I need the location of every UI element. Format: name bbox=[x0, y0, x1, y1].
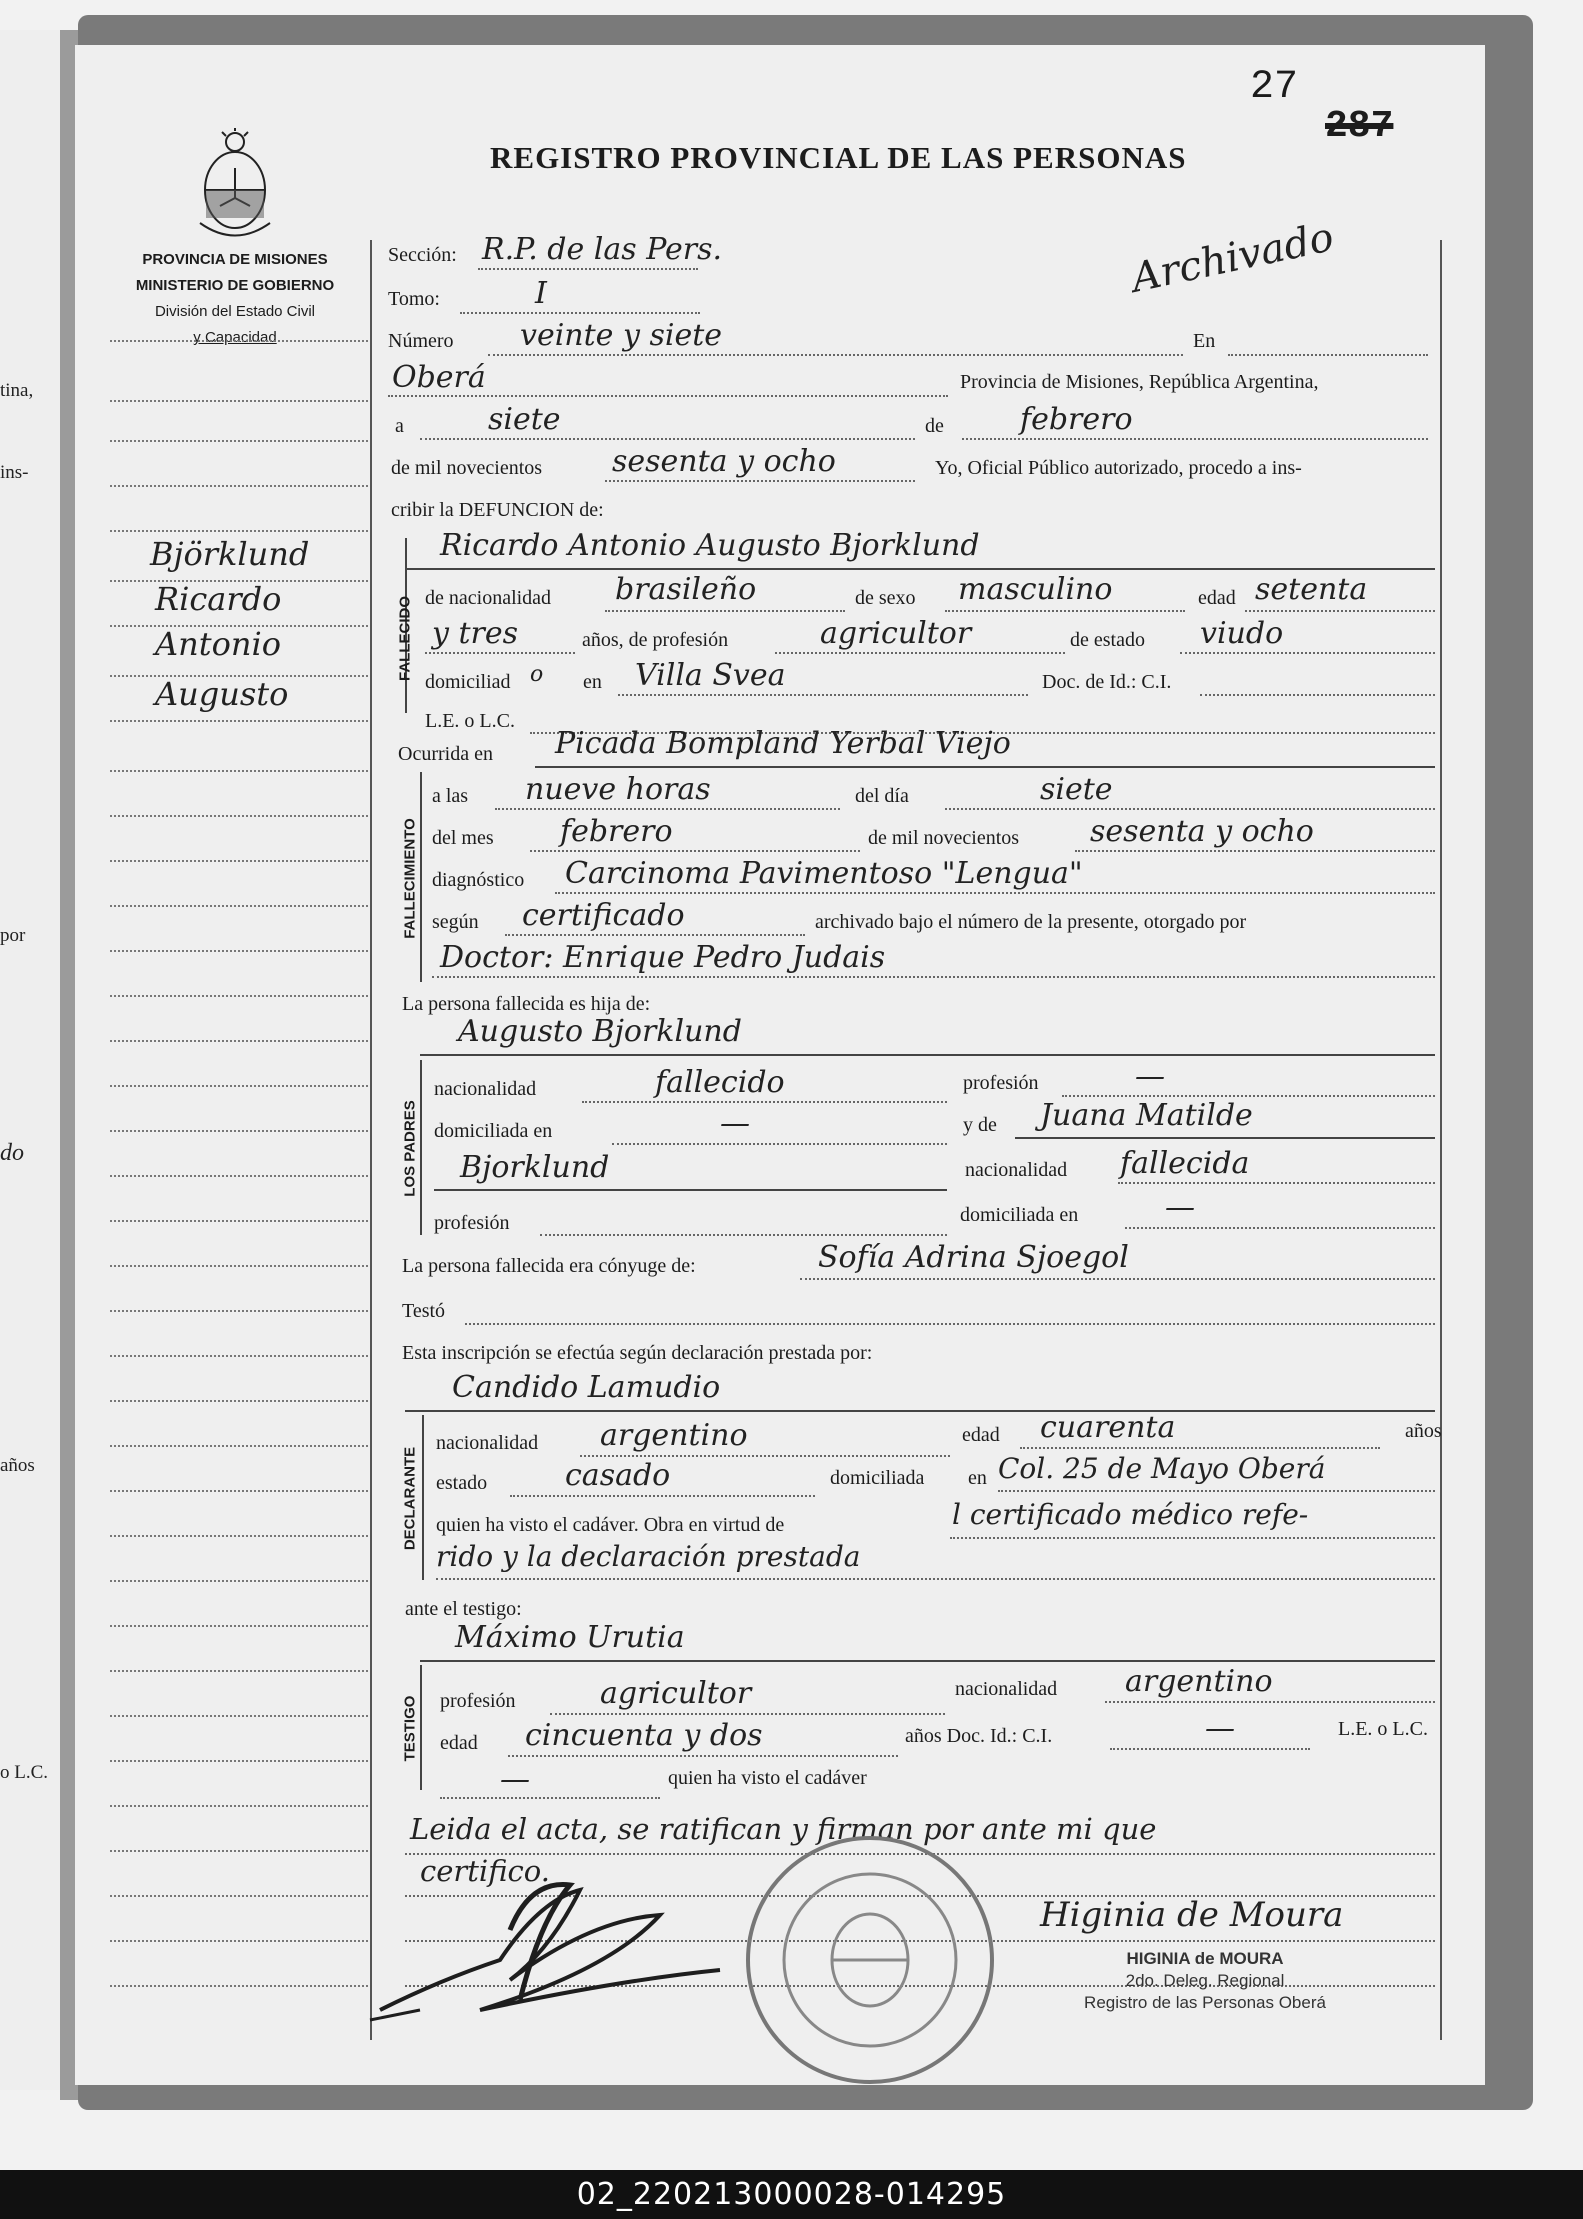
lugar-value: Oberá bbox=[392, 360, 486, 395]
coat-of-arms-emblem bbox=[190, 128, 280, 248]
segun-value: certificado bbox=[522, 898, 685, 933]
margin-column-rule bbox=[370, 240, 372, 2040]
fallecido-edad-label: edad bbox=[1198, 587, 1236, 609]
fallecimiento-anio: sesenta y ocho bbox=[1090, 814, 1314, 849]
ministry-name: MINISTERIO DE GOBIERNO bbox=[135, 277, 335, 294]
declarante-anios-label: años bbox=[1405, 1420, 1442, 1442]
tomo-label: Tomo: bbox=[388, 288, 440, 310]
fallecido-name: Ricardo Antonio Augusto Bjorklund bbox=[440, 528, 980, 563]
diagnostico-label: diagnóstico bbox=[432, 869, 525, 891]
fallecido-section-label: FALLECIDO bbox=[396, 596, 414, 681]
madre-domicilio-label: domiciliada en bbox=[960, 1204, 1079, 1226]
conyuge-nombre: Sofía Adrina Sjoegol bbox=[818, 1240, 1129, 1275]
fallecido-le-lc-label: L.E. o L.C. bbox=[425, 710, 515, 732]
fallecido-domiciliado-suffix: o bbox=[530, 662, 544, 687]
margin-given-name: Ricardo bbox=[155, 580, 282, 618]
page-title: REGISTRO PROVINCIAL DE LAS PERSONAS bbox=[490, 140, 1187, 175]
facing-page-text: o L.C. bbox=[0, 1762, 49, 1783]
fallecido-nacionalidad-label: de nacionalidad bbox=[425, 587, 552, 609]
margin-given-name: Augusto bbox=[155, 675, 289, 713]
fallecimiento-lugar: Picada Bompland Yerbal Viejo bbox=[555, 726, 1011, 761]
madre-y-de-label: y de bbox=[963, 1114, 997, 1136]
anio-label: de mil novecientos bbox=[391, 457, 543, 479]
fallecido-doc-label: Doc. de Id.: C.I. bbox=[1042, 671, 1172, 693]
testigo-profesion: agricultor bbox=[600, 1676, 752, 1711]
testigo-nacionalidad-label: nacionalidad bbox=[955, 1678, 1058, 1700]
fallecido-estado: viudo bbox=[1200, 616, 1284, 651]
madre-nacionalidad: fallecida bbox=[1120, 1146, 1250, 1181]
declarante-edad-label: edad bbox=[962, 1424, 1000, 1446]
oficial-text: Yo, Oficial Público autorizado, procedo a ins- bbox=[935, 457, 1302, 479]
testigo-doc-label: años Doc. Id.: C.I. bbox=[905, 1725, 1053, 1747]
facing-page-text: por bbox=[0, 925, 26, 946]
padre-nacionalidad-label: nacionalidad bbox=[434, 1078, 537, 1100]
declarante-intro: Esta inscripción se efectúa según declaración prestada por: bbox=[402, 1342, 873, 1364]
division-name-2: y Capacidad bbox=[193, 329, 277, 346]
fallecimiento-mes: febrero bbox=[560, 814, 673, 849]
cierre-line-1: Leida el acta, se ratifican y firman por ante mi que bbox=[410, 1812, 1157, 1846]
declarante-nacionalidad: argentino bbox=[600, 1418, 748, 1453]
testo-label: Testó bbox=[402, 1300, 446, 1322]
oficial-signature: Higinia de Moura bbox=[1040, 1895, 1344, 1935]
conyuge-label: La persona fallecida era cónyuge de: bbox=[402, 1255, 696, 1277]
margin-surname: Björklund bbox=[150, 535, 310, 573]
del-dia-label: del día bbox=[855, 785, 909, 807]
declarante-signature bbox=[360, 1860, 780, 2045]
declarante-obra: l certificado médico refe- bbox=[952, 1498, 1309, 1531]
seccion-label: Sección: bbox=[388, 244, 457, 266]
dia-value: siete bbox=[488, 402, 561, 437]
madre-domicilio: — bbox=[1165, 1190, 1195, 1225]
declarante-nacionalidad-label: nacionalidad bbox=[436, 1432, 539, 1454]
archivado-text: archivado bajo el número de la presente, otorgado por bbox=[815, 911, 1247, 933]
numero-label: Número bbox=[388, 330, 454, 352]
declarante-domicilio: Col. 25 de Mayo Oberá bbox=[998, 1452, 1326, 1485]
tomo-value: I bbox=[535, 276, 547, 311]
facing-page-text: do bbox=[0, 1140, 24, 1166]
seccion-value: R.P. de las Pers. bbox=[482, 232, 723, 267]
testigo-profesion-label: profesión bbox=[440, 1690, 516, 1712]
fallecimiento-dia: siete bbox=[1040, 772, 1113, 807]
fallecido-sexo-label: de sexo bbox=[855, 587, 916, 609]
a-label: a bbox=[395, 415, 404, 437]
facing-page-text: tina, bbox=[0, 380, 34, 401]
declarante-section-label: DECLARANTE bbox=[401, 1446, 419, 1551]
facing-page-text: años bbox=[0, 1455, 35, 1476]
margin-given-name: Antonio bbox=[155, 625, 281, 663]
province-name: PROVINCIA DE MISIONES bbox=[142, 251, 328, 268]
declarante-obra-cont: rido y la declaración prestada bbox=[436, 1540, 861, 1573]
official-name-stamp: HIGINIA de MOURA 2do. Deleg. Regional Registro de las Personas Oberá bbox=[1084, 1949, 1326, 2012]
testigo-vio-text: quien ha visto el cadáver bbox=[668, 1767, 867, 1789]
fallecido-edad: setenta bbox=[1255, 572, 1368, 607]
padre-profesion: — bbox=[1135, 1059, 1165, 1094]
padre-nacionalidad: fallecido bbox=[655, 1065, 785, 1100]
folio-crossed-number: 287 bbox=[1325, 105, 1394, 148]
provincia-label: Provincia de Misiones, República Argentina, bbox=[960, 371, 1319, 393]
padres-section-label: LOS PADRES bbox=[401, 1100, 419, 1197]
scan-identifier: 02_220213000028-014295 bbox=[576, 2177, 1007, 2212]
declarante-domicilio-label: domiciliada bbox=[830, 1467, 925, 1489]
testigo-doc: — bbox=[1205, 1711, 1235, 1746]
anio-value: sesenta y ocho bbox=[612, 444, 836, 479]
fallecido-nacionalidad: brasileño bbox=[615, 572, 757, 607]
madre-apellido: Bjorklund bbox=[460, 1150, 610, 1185]
en-label: En bbox=[1193, 330, 1216, 352]
cierre-line-2: certifico. bbox=[420, 1854, 550, 1888]
fallecimiento-section-label: FALLECIMIENTO bbox=[401, 818, 419, 939]
division-name: División del Estado Civil bbox=[154, 303, 316, 320]
numero-value: veinte y siete bbox=[520, 318, 723, 353]
de-label: de bbox=[925, 415, 944, 437]
fallecido-en-label: en bbox=[583, 671, 602, 693]
fallecido-domicilio: Villa Svea bbox=[635, 658, 786, 693]
padres-intro: La persona fallecida es hija de: bbox=[402, 993, 651, 1015]
madre-profesion-label: profesión bbox=[434, 1212, 510, 1234]
segun-label: según bbox=[432, 911, 479, 933]
ocurrida-label: Ocurrida en bbox=[398, 743, 493, 765]
padre-domicilio-label: domiciliada en bbox=[434, 1120, 553, 1142]
declarante-vio-text: quien ha visto el cadáver. Obra en virtud de bbox=[436, 1514, 785, 1536]
medico-certificante: Doctor: Enrique Pedro Judais bbox=[440, 940, 886, 975]
testigo-section-label: TESTIGO bbox=[401, 1695, 419, 1762]
fallecimiento-anio-label: de mil novecientos bbox=[868, 827, 1020, 849]
fallecido-estado-label: de estado bbox=[1070, 629, 1145, 651]
madre-nacionalidad-label: nacionalidad bbox=[965, 1159, 1068, 1181]
padre-nombre: Augusto Bjorklund bbox=[458, 1014, 742, 1049]
fallecido-profesion: agricultor bbox=[820, 616, 972, 651]
testigo-nacionalidad: argentino bbox=[1125, 1664, 1273, 1699]
declarante-estado-label: estado bbox=[436, 1472, 488, 1494]
fallecido-profesion-label: años, de profesión bbox=[582, 629, 729, 651]
facing-page-text: ins- bbox=[0, 462, 29, 483]
a-las-label: a las bbox=[432, 785, 469, 807]
fallecido-edad-cont: y tres bbox=[432, 616, 519, 651]
mes-value: febrero bbox=[1020, 402, 1133, 437]
testigo-edad: cincuenta y dos bbox=[525, 1718, 763, 1753]
declarante-nombre: Candido Lamudio bbox=[452, 1370, 721, 1405]
madre-nombre: Juana Matilde bbox=[1040, 1098, 1253, 1133]
del-mes-label: del mes bbox=[432, 827, 494, 849]
folio-number: 27 bbox=[1250, 65, 1299, 110]
declarante-edad: cuarenta bbox=[1040, 1410, 1176, 1445]
testigo-intro: ante el testigo: bbox=[405, 1598, 522, 1620]
fallecimiento-hora: nueve horas bbox=[525, 772, 711, 807]
padre-domicilio: — bbox=[720, 1106, 750, 1141]
fallecido-domiciliado-label: domiciliad bbox=[425, 671, 511, 693]
diagnostico-value: Carcinoma Pavimentoso "Lengua" bbox=[565, 856, 1083, 891]
padre-profesion-label: profesión bbox=[963, 1072, 1039, 1094]
margin-annotation-signature: Archivado bbox=[1127, 214, 1338, 302]
declarante-en-label: en bbox=[968, 1467, 987, 1489]
testigo-vio-blank: — bbox=[500, 1762, 530, 1797]
fallecido-sexo: masculino bbox=[958, 572, 1113, 607]
testigo-nombre: Máximo Urutia bbox=[455, 1620, 685, 1655]
declarante-estado: casado bbox=[565, 1458, 671, 1493]
testigo-edad-label: edad bbox=[440, 1732, 478, 1754]
inscribir-text: cribir la DEFUNCION de: bbox=[391, 499, 604, 521]
testigo-le-lc-label: L.E. o L.C. bbox=[1338, 1718, 1428, 1740]
right-border-rule bbox=[1440, 240, 1442, 2040]
